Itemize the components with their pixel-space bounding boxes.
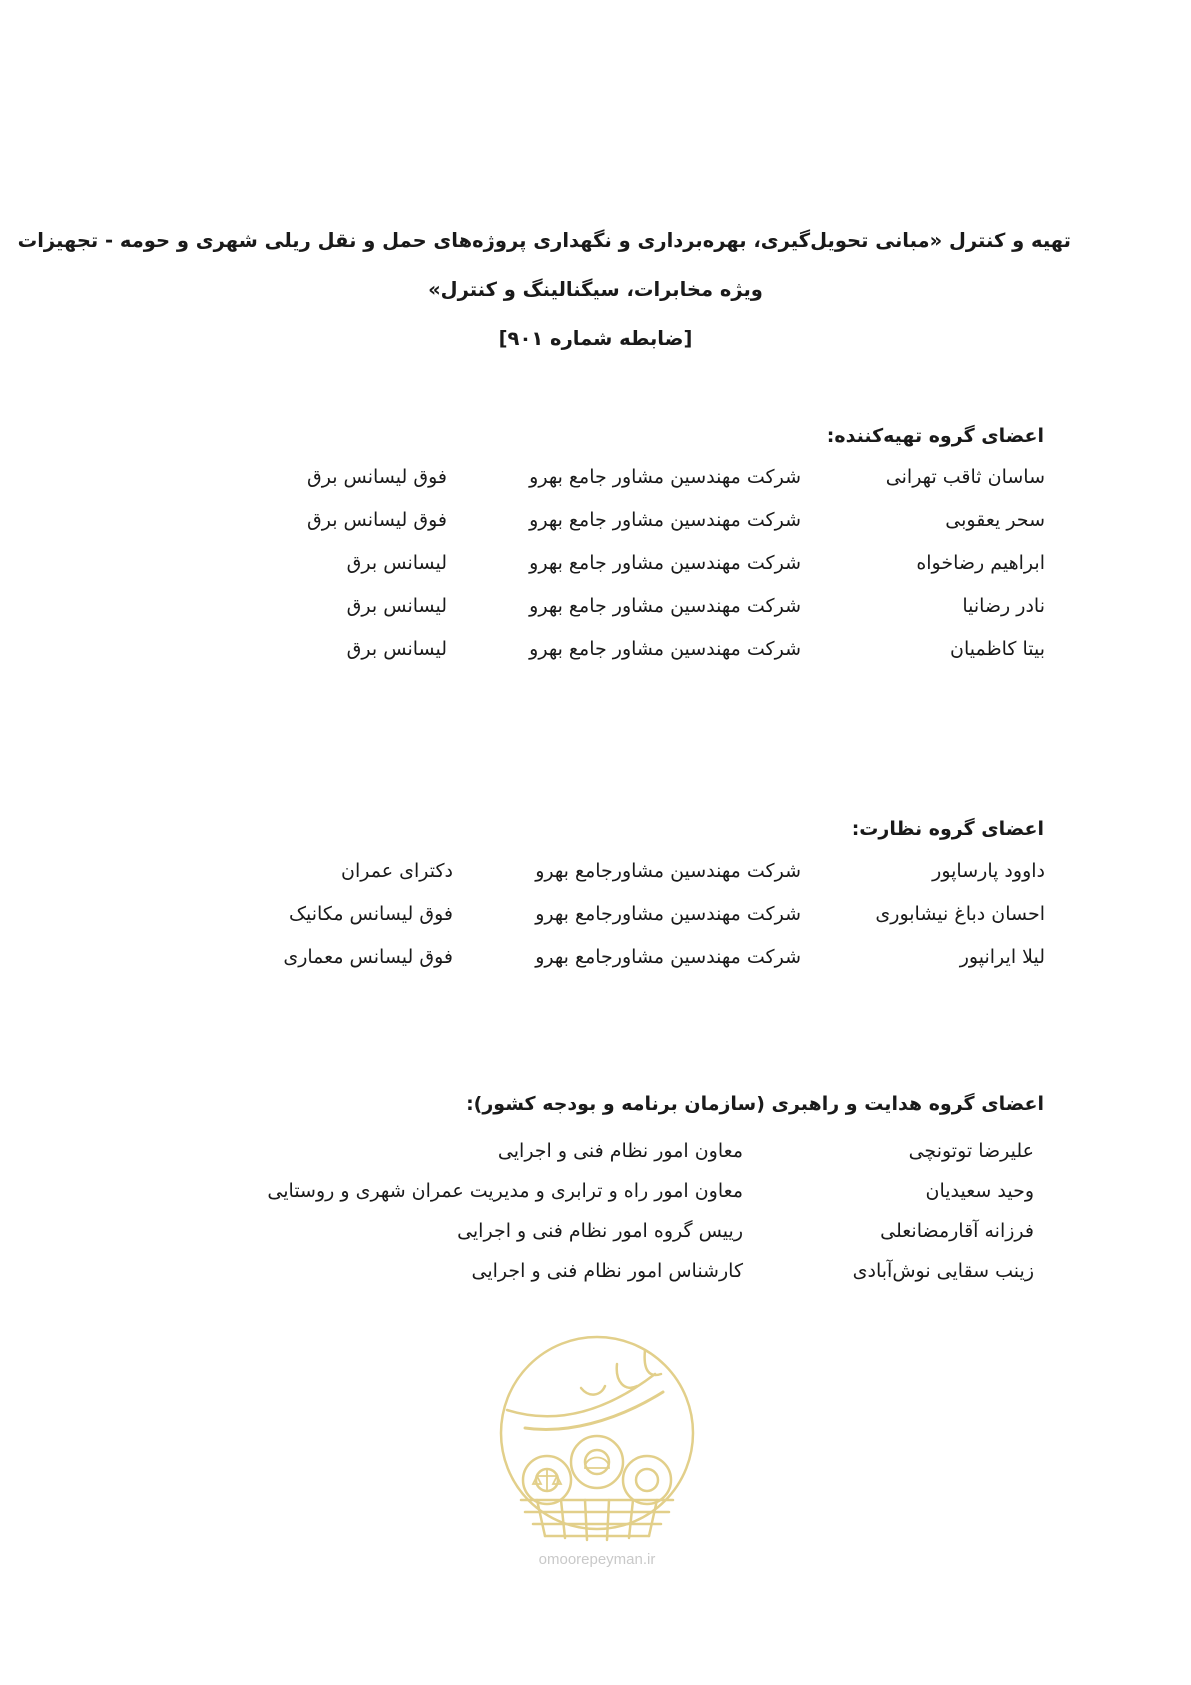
member-name: فرزانه آقارمضانعلی — [880, 1220, 1034, 1242]
preparation-member-row — [0, 466, 1191, 506]
member-degree: دکترای عمران — [341, 860, 453, 882]
supervision-member-row — [0, 946, 1191, 986]
member-name: علیرضا توتونچی — [908, 1140, 1034, 1162]
member-role: معاون امور راه و ترابری و مدیریت عمران شهری و روستایی — [267, 1180, 743, 1202]
member-company: شرکت مهندسین مشاور جامع بهرو — [529, 595, 801, 617]
member-company: شرکت مهندسین مشاور جامع بهرو — [529, 466, 801, 488]
member-company: شرکت مهندسین مشاور جامع بهرو — [529, 638, 801, 660]
member-company: شرکت مهندسین مشاورجامع بهرو — [535, 946, 801, 968]
member-company: شرکت مهندسین مشاورجامع بهرو — [535, 860, 801, 882]
member-role: رییس گروه امور نظام فنی و اجرایی — [457, 1220, 743, 1242]
guidance-group-heading: اعضای گروه هدایت و راهبری (سازمان برنامه و بودجه کشور): — [466, 1093, 1044, 1115]
preparation-member-row — [0, 509, 1191, 549]
supervision-member-row — [0, 903, 1191, 943]
member-name: احسان دباغ نیشابوری — [875, 903, 1045, 925]
omoorepeyman-seal-icon — [485, 1330, 710, 1570]
member-role: معاون امور نظام فنی و اجرایی — [497, 1140, 743, 1162]
member-degree: فوق لیسانس معماری — [283, 946, 453, 968]
member-company: شرکت مهندسین مشاورجامع بهرو — [535, 903, 801, 925]
supervision-member-row — [0, 860, 1191, 900]
member-role: کارشناس امور نظام فنی و اجرایی — [471, 1260, 743, 1282]
title-line-1: تهیه و کنترل «مبانی تحویل‌گیری، بهره‌برداری و نگهداری پروژه‌های حمل و نقل ریلی شهری و حومه - تجهیزات — [17, 229, 1071, 252]
preparation-member-row — [0, 552, 1191, 592]
guidance-member-row — [0, 1220, 1191, 1260]
member-degree: لیسانس برق — [346, 638, 447, 660]
watermark-logo — [485, 1330, 710, 1570]
title-line-2: ویژه مخابرات، سیگنالینگ و کنترل» — [428, 278, 763, 301]
preparation-member-row — [0, 638, 1191, 678]
preparation-member-row — [0, 595, 1191, 635]
member-company: شرکت مهندسین مشاور جامع بهرو — [529, 509, 801, 531]
document-title — [17, 216, 1071, 363]
supervision-group-heading: اعضای گروه نظارت: — [851, 818, 1044, 840]
member-degree: فوق لیسانس برق — [306, 509, 447, 531]
member-name: سحر یعقوبی — [945, 509, 1045, 531]
member-degree: لیسانس برق — [346, 552, 447, 574]
member-name: ساسان ثاقب تهرانی — [885, 466, 1045, 488]
member-name: لیلا ایرانپور — [959, 946, 1045, 968]
watermark-website: omoorepeyman.ir — [538, 1551, 656, 1568]
member-name: نادر رضانیا — [962, 595, 1045, 617]
member-degree: لیسانس برق — [346, 595, 447, 617]
member-name: بیتا کاظمیان — [950, 638, 1045, 660]
guidance-member-row — [0, 1260, 1191, 1300]
guidance-member-row — [0, 1140, 1191, 1180]
guidance-member-row — [0, 1180, 1191, 1220]
member-name: زینب سقایی نوش‌آبادی — [852, 1260, 1034, 1282]
member-name: داوود پارساپور — [932, 860, 1045, 882]
standard-number: [ضابطه شماره ۹۰۱] — [498, 327, 693, 350]
preparation-group-heading: اعضای گروه تهیه‌کننده: — [826, 425, 1044, 447]
member-company: شرکت مهندسین مشاور جامع بهرو — [529, 552, 801, 574]
member-degree: فوق لیسانس برق — [306, 466, 447, 488]
member-name: ابراهیم رضاخواه — [916, 552, 1045, 574]
member-name: وحید سعیدیان — [925, 1180, 1034, 1202]
member-degree: فوق لیسانس مکانیک — [289, 903, 453, 925]
